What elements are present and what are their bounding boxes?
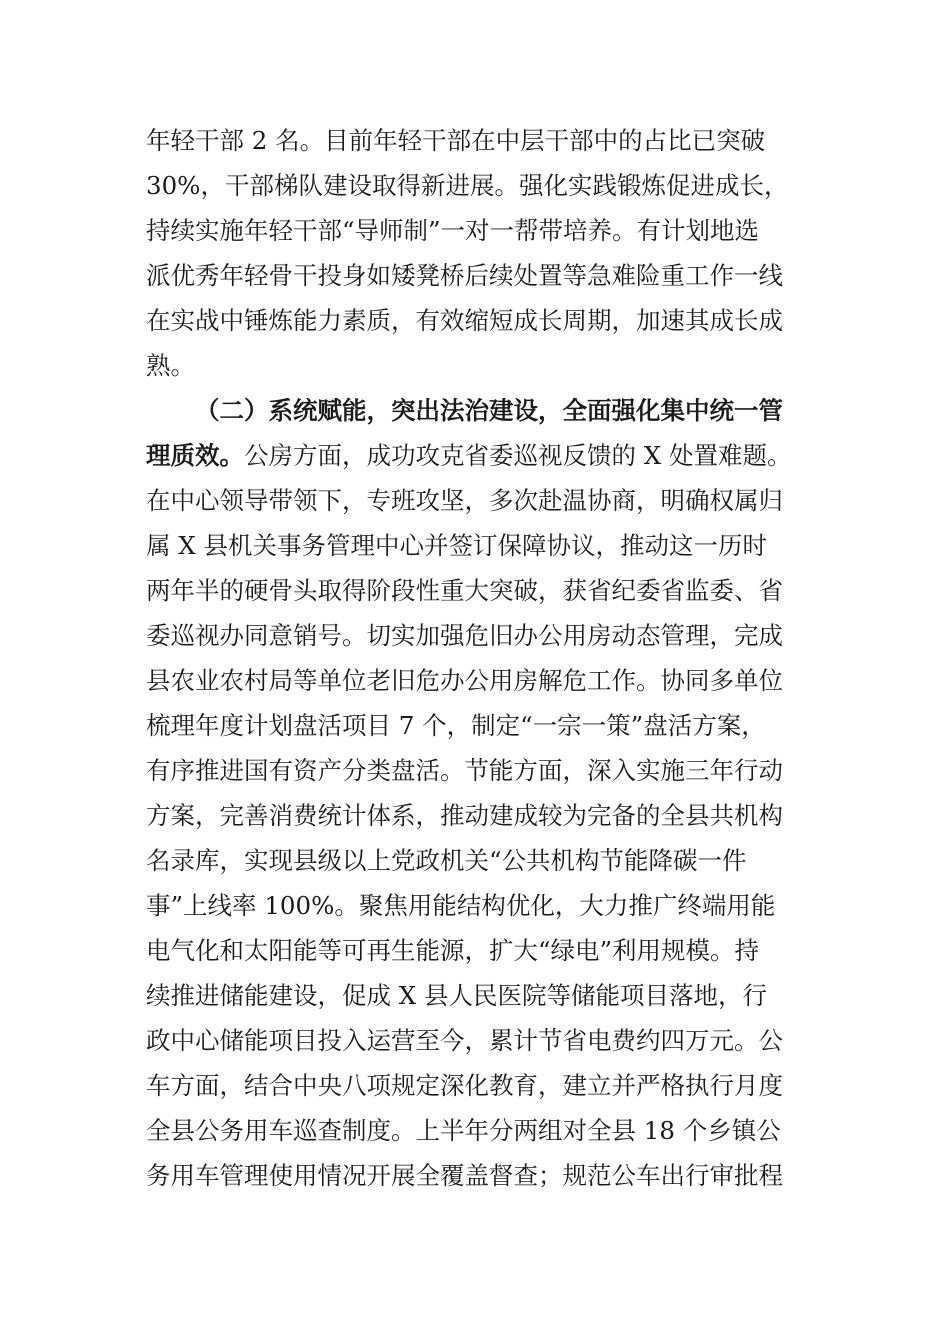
text-line: 续推进储能建设，促成 X 县人民医院等储能项目落地，行	[146, 981, 768, 1010]
text-line: 名录库，实现县级以上党政机关“公共机构节能降碳一件	[146, 846, 747, 875]
section-heading-line	[146, 388, 826, 433]
text-line: 在实战中锤炼能力素质，有效缩短成长周期，加速其成长成	[146, 306, 783, 335]
text-line: 派优秀年轻骨干投身如矮凳桥后续处置等急难险重工作一线	[146, 261, 783, 290]
text-line: 两年半的硬骨头取得阶段性重大突破，获省纪委省监委、省	[146, 576, 783, 605]
text-line: 车方面，结合中央八项规定深化教育，建立并严格执行月度	[146, 1071, 783, 1100]
text-line: 政中心储能项目投入运营至今，累计节省电费约四万元。公	[146, 1026, 783, 1055]
text-line	[146, 433, 826, 478]
text-line: 方案，完善消费统计体系，推动建成较为完备的全县共机构	[146, 801, 783, 830]
text-line: 在中心领导带领下，专班攻坚，多次赴温协商，明确权属归	[146, 486, 783, 515]
text-line: 持续实施年轻干部“导师制”一对一帮带培养。有计划地选	[146, 216, 760, 245]
text-line: 委巡视办同意销号。切实加强危旧办公用房动态管理，完成	[146, 621, 783, 650]
text-line: 事”上线率 100%。聚焦用能结构优化，大力推广终端用能	[146, 891, 776, 920]
section-heading-continued: 理质效。	[146, 441, 244, 470]
text-line: 熟。	[146, 351, 195, 380]
text-line: 年轻干部 2 名。目前年轻干部在中层干部中的占比已突破	[146, 126, 766, 155]
text-span: 公房方面，成功攻克省委巡视反馈的 X 处置难题。	[244, 441, 792, 470]
text-line: 有序推进国有资产分类盘活。节能方面，深入实施三年行动	[146, 756, 783, 785]
text-line: 县农业农村局等单位老旧危办公用房解危工作。协同多单位	[146, 666, 783, 695]
text-line: 电气化和太阳能等可再生能源，扩大“绿电”利用规模。持	[146, 936, 760, 965]
section-heading: （二）系统赋能，突出法治建设，全面强化集中统一管	[195, 396, 783, 425]
text-line: 属 X 县机关事务管理中心并签订保障协议，推动这一历时	[146, 531, 768, 560]
text-line: 全县公务用车巡查制度。上半年分两组对全县 18 个乡镇公	[146, 1116, 781, 1145]
text-line: 务用车管理使用情况开展全覆盖督查；规范公车出行审批程	[146, 1161, 783, 1190]
document-body	[146, 118, 826, 1198]
text-line: 梳理年度计划盘活项目 7 个，制定“一宗一策”盘活方案，	[146, 711, 766, 740]
text-line: 30%，干部梯队建设取得新进展。强化实践锻炼促进成长，	[146, 171, 789, 200]
